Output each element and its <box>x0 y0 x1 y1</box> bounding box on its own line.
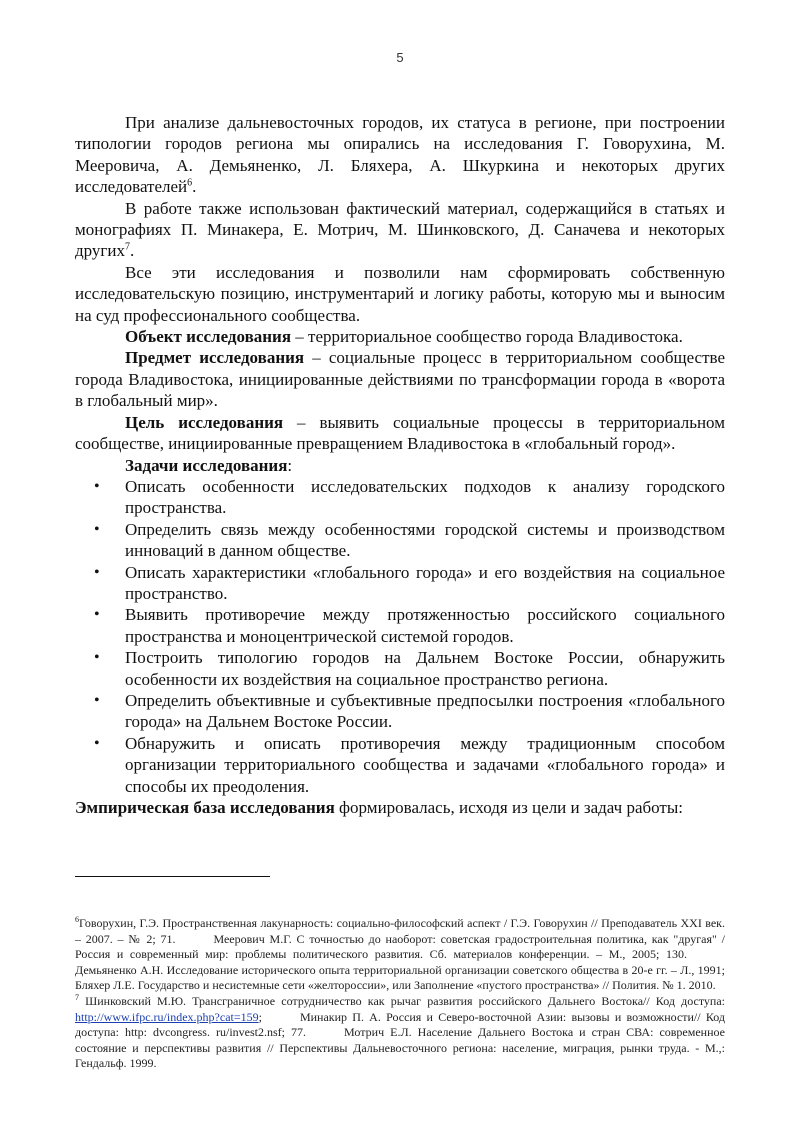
paragraph-tasks-heading <box>75 455 725 476</box>
footnote-6-meerovich: Меерович М.Г. С точностью до наоборот: советская градостроительная политика, как "другая" / Россия и современный мир: проблемы политического развития. Сб. материалов конференции. – М., 2005; 130. <box>75 931 725 962</box>
empirical-text: формировалась, исходя из цели и задач работы: <box>334 798 683 817</box>
paragraph-empirical <box>75 797 725 818</box>
tasks-colon: : <box>287 455 293 475</box>
paragraph-subject <box>75 347 725 411</box>
list-item <box>94 690 725 733</box>
task-text: Выявить противоречие между протяженностью российского социального пространства и моноцентрической системой городов. <box>125 605 725 646</box>
subject-text: – социальные процесс в территориальном сообществе города Владивостока, инициированные действиями по трансформации города в «ворота в глобальный мир». <box>75 348 725 411</box>
bullet-icon: • <box>94 477 100 495</box>
list-item <box>94 604 725 647</box>
list-item <box>94 733 725 797</box>
goal-text: – выявить социальные процессы в территориальном сообществе, инициированные превращением Владивостока в «глобальный город». <box>75 412 725 454</box>
task-text: Обнаружить и описать противоречия между традиционным способом организации территориального сообщества и задачами «глобального города» и способы их преодоления. <box>125 733 725 796</box>
tasks-list <box>75 476 725 797</box>
paragraph-object <box>75 326 725 347</box>
list-item <box>94 562 725 605</box>
footnote-6-govorukhin: Говорухин, Г.Э. Пространственная лакунарность: социально-философский аспект / Г.Э. Говорухин // Преподаватель XXI век. – 2007. – № 2; 71. <box>75 916 725 946</box>
paragraph-sources-end: . <box>192 177 197 197</box>
paragraph-materials <box>75 198 725 262</box>
footnote-separator <box>75 876 270 877</box>
task-text: Определить объективные и субъективные предпосылки построения «глобального города» на Дальнем Востоке России. <box>125 690 725 732</box>
list-item <box>94 647 725 690</box>
footnotes <box>75 916 725 1072</box>
empirical-label: Эмпирическая база исследования <box>75 798 335 817</box>
paragraph-materials-end: . <box>130 241 135 261</box>
list-item <box>94 476 725 519</box>
task-text: Описать особенности исследовательских подходов к анализу городского пространства. <box>125 476 725 518</box>
footnote-6-demyanenko: Демьяненко А.Н. Исследование исторического опыта территориальной организации советского общества в 20-е гг. – Л., 1991; Бляхер Л.Е. Государство и несистемные сети «желтороссии», или Заполнение «пустого пространства» // Полития. № 1. 2010. <box>75 962 725 993</box>
bullet-icon: • <box>94 606 100 624</box>
paragraph-sources <box>75 112 725 198</box>
footnote-ref-6[interactable]: 6 <box>187 177 193 189</box>
footnote-7-shinkovsky: Шинковский М.Ю. Трансграничное сотрудничество как рычаг развития российского Дальнего Востока// Код доступа: <box>85 993 726 1008</box>
footnote-6-mark: 6 <box>75 915 79 924</box>
object-label: Объект исследования <box>125 327 292 347</box>
footnote-7-motrich: Мотрич Е.Л. Население Дальнего Востока и стран СВА: современное состояние и перспективы развития // Перспективы Дальневосточного региона: население, миграция, рынки труда. - М.,: Гендальф. 1999. <box>75 1025 725 1071</box>
bullet-icon: • <box>94 691 100 709</box>
task-text: Построить типологию городов на Дальнем Востоке России, обнаружить особенности их воздействия на социальное пространство региона. <box>125 648 725 689</box>
bullet-icon: • <box>94 563 100 581</box>
subject-label: Предмет исследования <box>125 348 305 368</box>
goal-label: Цель исследования <box>125 412 284 432</box>
paragraph-sources-text: При анализе дальневосточных городов, их статуса в регионе, при построении типологии городов региона мы опирались на исследования Г. Говорухина, М. Мееровича, А. Демьяненко, Л. Бляхера, А. Шкуркина и некоторых других исследователей <box>75 113 725 197</box>
bullet-icon: • <box>94 520 100 538</box>
footnote-7-mark: 7 <box>75 992 79 1002</box>
footnote-ref-7[interactable]: 7 <box>125 241 130 253</box>
page-number: 5 <box>396 50 404 65</box>
bullet-icon: • <box>94 734 100 752</box>
footnote-7-semicolon: ; <box>258 1009 262 1024</box>
tasks-label: Задачи исследования <box>125 455 288 475</box>
list-item <box>94 519 725 562</box>
task-text: Определить связь между особенностями городской системы и производством инноваций в данном обществе. <box>125 519 725 561</box>
footnote-7 <box>75 994 725 1072</box>
main-text <box>75 112 725 818</box>
footnote-7-link[interactable]: http://www.ifpc.ru/index.php?cat=159 <box>75 1009 259 1024</box>
bullet-icon: • <box>94 649 100 667</box>
task-text: Описать характеристики «глобального города» и его воздействия на социальное пространство. <box>125 562 725 603</box>
paragraph-position: Все эти исследования и позволили нам сформировать собственную исследовательскую позицию, инструментарий и логику работы, которую мы и выносим на суд профессионального сообщества. <box>75 262 725 325</box>
footnote-6 <box>75 916 725 994</box>
paragraph-materials-text: В работе также использован фактический материал, содержащийся в статьях и монографиях П. Минакера, Е. Мотрич, М. Шинковского, Д. Саначева и некоторых других <box>75 198 725 261</box>
paragraph-goal <box>75 412 725 455</box>
footnote-7-minakir: Минакир П. А. Россия и Северо-восточной Азии: вызовы и возможности// Код доступа: http: dvcongress. ru/invest2.nsf; 77. <box>75 1009 725 1040</box>
object-text: – территориальное сообщество города Владивостока. <box>291 327 683 347</box>
